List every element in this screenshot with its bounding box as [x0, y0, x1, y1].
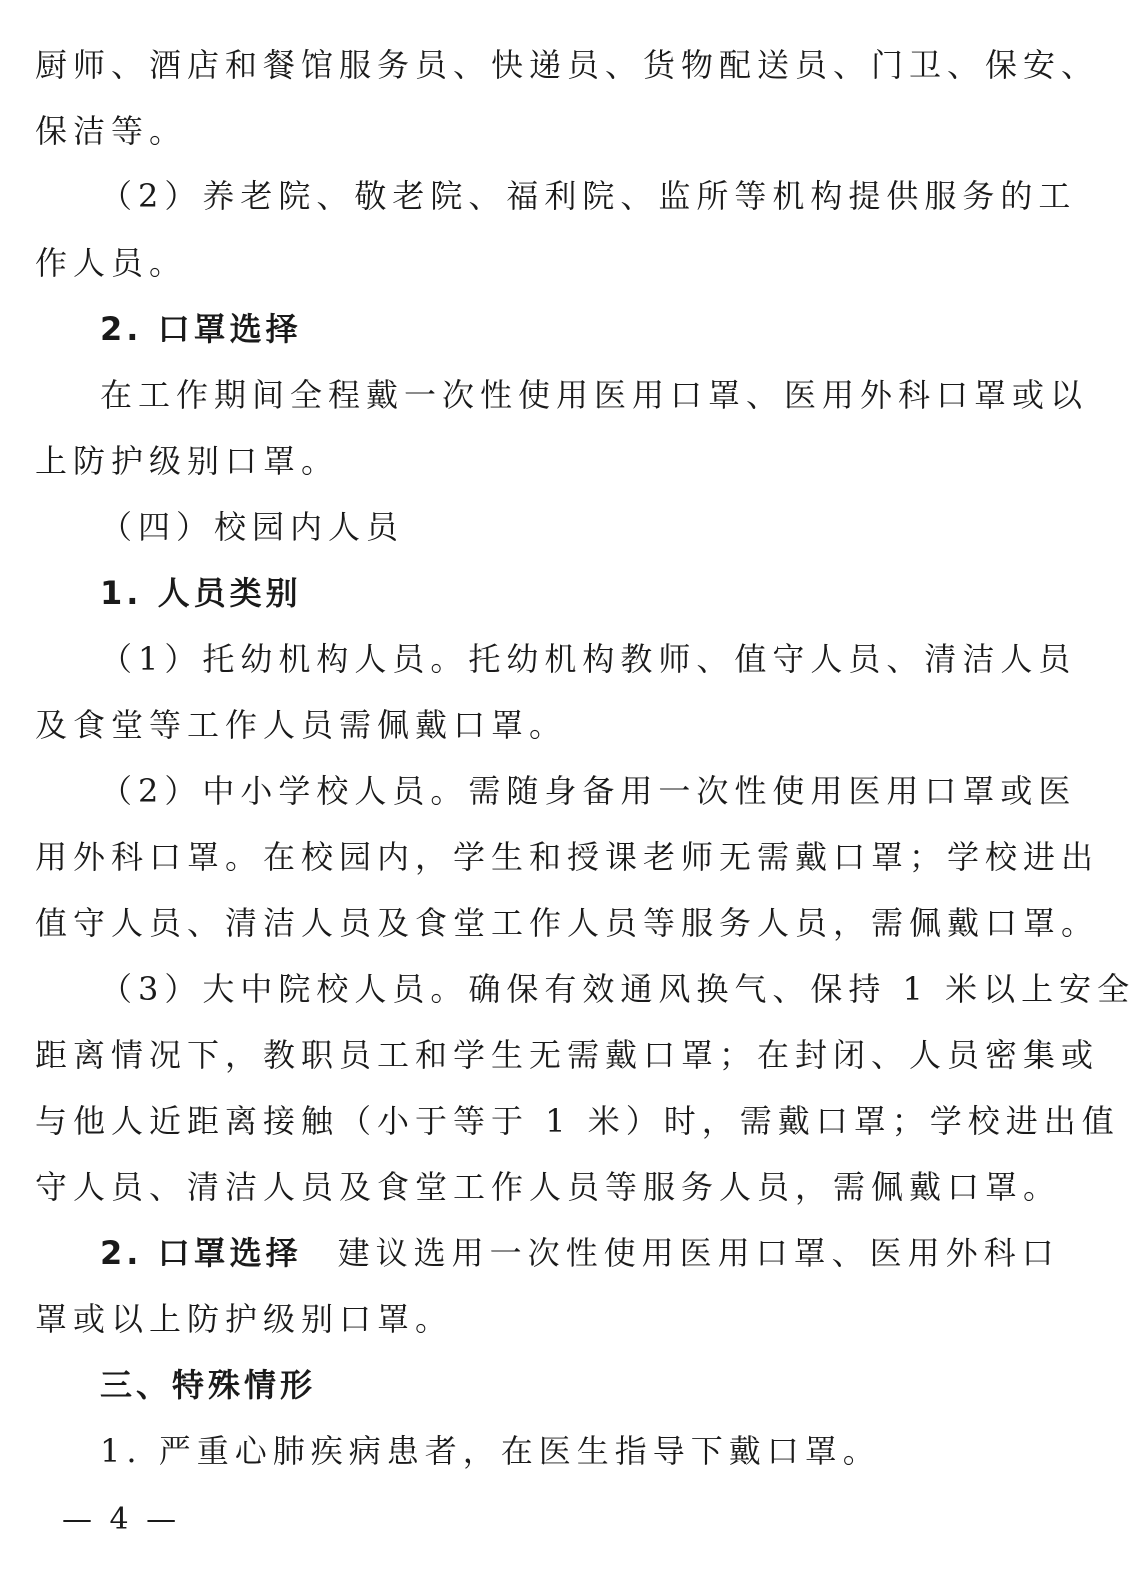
section-heading-campus: （四）校园内人员 [100, 508, 405, 546]
paragraph-line-17: 与他人近距离接触（小于等于 1 米）时，需戴口罩；学校进出值 [35, 1102, 1120, 1140]
paragraph-line-13: 用外科口罩。在校园内，学生和授课老师无需戴口罩；学校进出 [35, 838, 1100, 876]
paragraph-line-15: （3）大中院校人员。确保有效通风换气、保持 1 米以上安全 [100, 970, 1135, 1008]
mask-selection-paragraph [100, 1220, 1060, 1286]
paragraph-line-10: （1）托幼机构人员。托幼机构教师、值守人员、清洁人员 [100, 640, 1077, 678]
paragraph-line-2: 保洁等。 [35, 112, 188, 150]
paragraph-line-18: 守人员、清洁人员及食堂工作人员等服务人员，需佩戴口罩。 [35, 1168, 1062, 1206]
page-number: — 4 — [62, 1502, 181, 1537]
paragraph-line-22: 1. 严重心肺疾病患者，在医生指导下戴口罩。 [100, 1432, 881, 1470]
paragraph-line-6: 在工作期间全程戴一次性使用医用口罩、医用外科口罩或以 [100, 376, 1089, 414]
paragraph-line-16: 距离情况下，教职员工和学生无需戴口罩；在封闭、人员密集或 [35, 1036, 1100, 1074]
subheading-personnel-category: 1. 人员类别 [100, 574, 302, 612]
paragraph-line-14: 值守人员、清洁人员及食堂工作人员等服务人员，需佩戴口罩。 [35, 904, 1100, 942]
paragraph-line-1: 厨师、酒店和餐馆服务员、快递员、货物配送员、门卫、保安、 [35, 46, 1100, 84]
paragraph-line-19: 建议选用一次性使用医用口罩、医用外科口 [337, 1234, 1060, 1272]
paragraph-line-12: （2）中小学校人员。需随身备用一次性使用医用口罩或医 [100, 772, 1077, 810]
section-heading-special-cases: 三、特殊情形 [100, 1366, 317, 1404]
subheading-mask-selection: 2. 口罩选择 [100, 310, 302, 348]
paragraph-line-4: 作人员。 [35, 244, 188, 282]
paragraph-line-20: 罩或以上防护级别口罩。 [35, 1300, 454, 1338]
subheading-mask-selection-2: 2. 口罩选择 [100, 1234, 302, 1272]
paragraph-line-7: 上防护级别口罩。 [35, 442, 340, 480]
paragraph-line-3: （2）养老院、敬老院、福利院、监所等机构提供服务的工 [100, 177, 1077, 215]
paragraph-line-11: 及食堂等工作人员需佩戴口罩。 [35, 706, 568, 744]
